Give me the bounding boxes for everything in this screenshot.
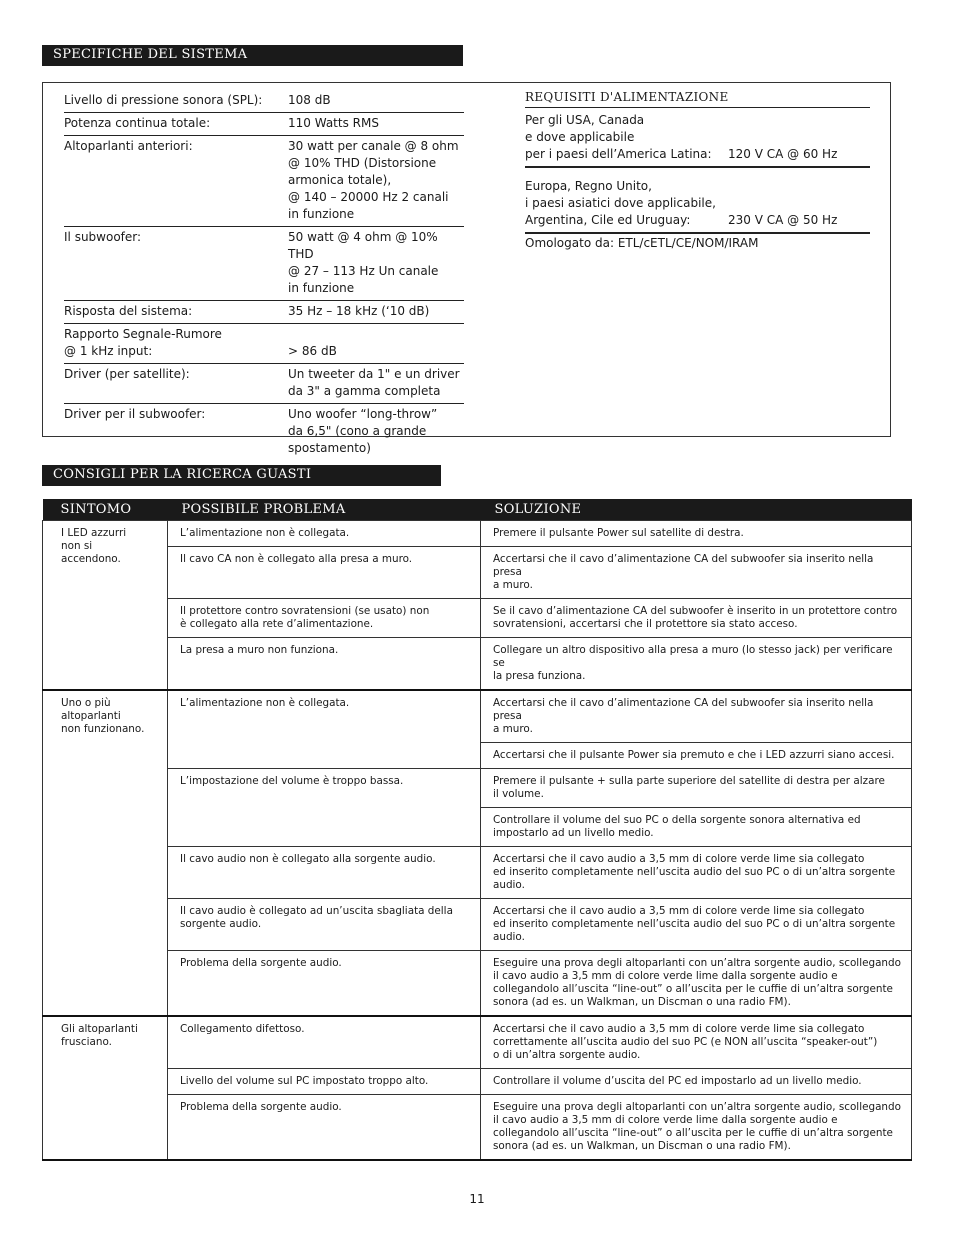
spec-row-sub-driver <box>64 404 464 460</box>
power-block-americas <box>525 108 870 168</box>
symptom-cell: Uno o più altoparlanti non funzionano. <box>43 690 168 1016</box>
spec-label: Rapporto Segnale-Rumore @ 1 kHz input: <box>64 327 222 358</box>
power-region: Per gli USA, Canada e dove applicabile per i paesi dell’America Latina: <box>525 113 712 161</box>
table-header-row <box>43 499 912 521</box>
header-symptom: SINTOMO <box>43 499 168 521</box>
solution-cell: Accertarsi che il cavo audio a 3,5 mm di colore verde lime sia collegato ed inserito completamente nell’uscita audio del suo PC o di un’altra sorgente audio. <box>481 899 912 951</box>
spec-row-snr <box>64 324 464 364</box>
power-requirements <box>525 89 870 252</box>
table-row <box>43 599 912 638</box>
spec-label: Altoparlanti anteriori: <box>64 139 193 153</box>
solution-cell: Collegare un altro dispositivo alla presa a muro (lo stesso jack) per verificare se la presa funziona. <box>481 638 912 691</box>
problem-cell: Livello del volume sul PC impostato troppo alto. <box>168 1069 481 1095</box>
table-row <box>43 1069 912 1095</box>
table-row <box>43 1016 912 1069</box>
solution-cell: Eseguire una prova degli altoparlanti con un’altra sorgente audio, scollegando il cavo audio a 3,5 mm di colore verde lime dalla sorgente audio e collegandolo all’uscita “line-out” o all’uscita per le cuffie di un’altra sorgente sonora (ad es. un Walkman, un Discman o una radio FM). <box>481 1095 912 1161</box>
header-solution: SOLUZIONE <box>481 499 912 521</box>
table-row <box>43 769 912 808</box>
spec-row-front-speakers <box>64 136 464 227</box>
power-title: REQUISITI D'ALIMENTAZIONE <box>525 89 870 108</box>
problem-cell: Il cavo audio è collegato ad un’uscita sbagliata della sorgente audio. <box>168 899 481 951</box>
spec-value: 108 dB <box>288 93 331 107</box>
header-problem: POSSIBILE PROBLEMA <box>168 499 481 521</box>
problem-cell: Il protettore contro sovratensioni (se usato) non è collegato alla rete d’alimentazione. <box>168 599 481 638</box>
table-row <box>43 547 912 599</box>
problem-cell: Problema della sorgente audio. <box>168 1095 481 1161</box>
power-block-europe <box>525 168 870 234</box>
solution-cell: Premere il pulsante + sulla parte superiore del satellite di destra per alzare il volume. <box>481 769 912 808</box>
table-row <box>43 638 912 691</box>
spec-row-power <box>64 113 464 136</box>
specs-list <box>64 90 464 460</box>
power-voltage: 230 V CA @ 50 Hz <box>728 213 838 227</box>
spec-value: 35 Hz – 18 kHz (‘10 dB) <box>288 304 430 318</box>
spec-value: Un tweeter da 1" e un driver da 3" a gamma completa <box>288 367 460 398</box>
spec-label: Potenza continua totale: <box>64 116 211 130</box>
spec-value: 30 watt per canale @ 8 ohm @ 10% THD (Distorsione armonica totale), @ 140 – 20000 Hz 2 canali in funzione <box>288 139 459 221</box>
problem-cell: L’alimentazione non è collegata. <box>168 690 481 769</box>
symptom-cell: Gli altoparlanti frusciano. <box>43 1016 168 1160</box>
problem-cell: Collegamento difettoso. <box>168 1016 481 1069</box>
problem-cell: Il cavo CA non è collegato alla presa a muro. <box>168 547 481 599</box>
power-region: Europa, Regno Unito, i paesi asiatici dove applicabile, Argentina, Cile ed Uruguay: <box>525 179 716 227</box>
problem-cell: Problema della sorgente audio. <box>168 951 481 1017</box>
table-row <box>43 1095 912 1161</box>
solution-cell: Accertarsi che il cavo d’alimentazione CA del subwoofer sia inserito nella presa a muro. <box>481 690 912 743</box>
spec-row-satellite-driver <box>64 364 464 404</box>
table-row <box>43 521 912 547</box>
solution-cell: Accertarsi che il cavo audio a 3,5 mm di colore verde lime sia collegato ed inserito completamente nell’uscita audio del suo PC o di un’altra sorgente audio. <box>481 847 912 899</box>
solution-cell: Premere il pulsante Power sul satellite di destra. <box>481 521 912 547</box>
spec-label: Driver (per satellite): <box>64 367 190 381</box>
specs-section-title: SPECIFICHE DEL SISTEMA <box>42 45 463 66</box>
symptom-cell: I LED azzurri non si accendono. <box>43 521 168 691</box>
spec-row-spl <box>64 90 464 113</box>
problem-cell: L’impostazione del volume è troppo bassa. <box>168 769 481 847</box>
solution-cell: Accertarsi che il cavo d’alimentazione CA del subwoofer sia inserito nella presa a muro. <box>481 547 912 599</box>
solution-cell: Accertarsi che il cavo audio a 3,5 mm di colore verde lime sia collegato correttamente all’uscita audio del suo PC (e NON all’uscita “speaker-out”) o di un’altra sorgente audio. <box>481 1016 912 1069</box>
power-voltage: 120 V CA @ 60 Hz <box>728 147 838 161</box>
solution-cell: Eseguire una prova degli altoparlanti con un’altra sorgente audio, scollegando il cavo audio a 3,5 mm di colore verde lime dalla sorgente audio e collegandolo all’uscita “line-out” o all’uscita per le cuffie di un’altra sorgente sonora (ad es. un Walkman, un Discman o una radio FM). <box>481 951 912 1017</box>
solution-cell: Se il cavo d’alimentazione CA del subwoofer è inserito in un protettore contro sovratensioni, accertarsi che il protettore sia stato acceso. <box>481 599 912 638</box>
problem-cell: Il cavo audio non è collegato alla sorgente audio. <box>168 847 481 899</box>
spec-label: Risposta del sistema: <box>64 304 193 318</box>
spec-value: 110 Watts RMS <box>288 116 379 130</box>
spec-value: Uno woofer “long-throw” da 6,5" (cono a grande spostamento) <box>288 407 438 455</box>
solution-cell: Accertarsi che il pulsante Power sia premuto e che i LED azzurri siano accesi. <box>481 743 912 769</box>
certification: Omologato da: ETL/cETL/CE/NOM/IRAM <box>525 236 759 250</box>
problem-cell: L’alimentazione non è collegata. <box>168 521 481 547</box>
spec-row-subwoofer <box>64 227 464 301</box>
table-row <box>43 899 912 951</box>
spec-row-response <box>64 301 464 324</box>
table-row <box>43 951 912 1017</box>
troubleshooting-section-title: CONSIGLI PER LA RICERCA GUASTI <box>42 465 441 486</box>
solution-cell: Controllare il volume d’uscita del PC ed impostarlo ad un livello medio. <box>481 1069 912 1095</box>
troubleshooting-table <box>42 499 912 1161</box>
spec-label: Driver per il subwoofer: <box>64 407 206 421</box>
solution-cell: Controllare il volume del suo PC o della sorgente sonora alternativa ed impostarlo ad un livello medio. <box>481 808 912 847</box>
table-row <box>43 847 912 899</box>
spec-value: 50 watt @ 4 ohm @ 10% THD @ 27 – 113 Hz Un canale in funzione <box>288 230 439 295</box>
spec-label: Il subwoofer: <box>64 230 142 244</box>
spec-value: > 86 dB <box>288 344 337 358</box>
spec-label: Livello di pressione sonora (SPL): <box>64 93 263 107</box>
table-row <box>43 690 912 743</box>
page-number: 11 <box>469 1192 485 1206</box>
problem-cell: La presa a muro non funziona. <box>168 638 481 691</box>
